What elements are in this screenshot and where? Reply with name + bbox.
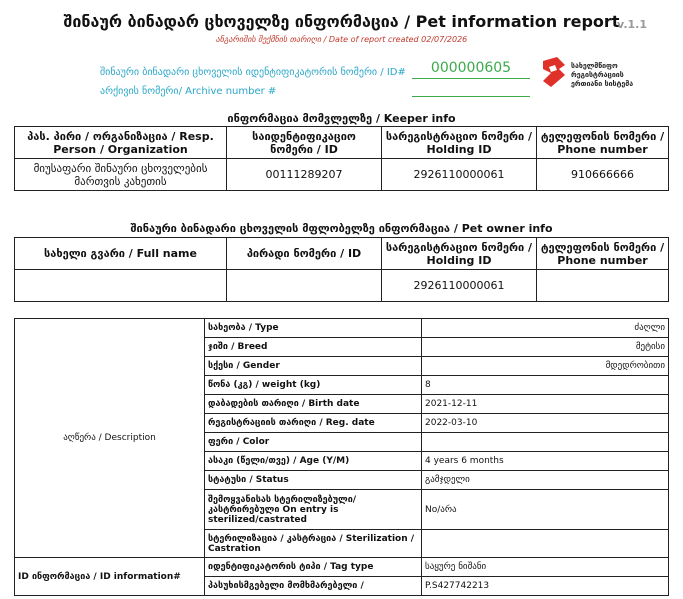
archive-label: არქივის ნომერი/ Archive number # (100, 86, 277, 97)
field-value: 2022-03-10 (422, 414, 669, 433)
field-label: სახეობა / Type (205, 319, 422, 338)
field-value: 8 (422, 376, 669, 395)
field-value: 2021-12-11 (422, 395, 669, 414)
table-cell (15, 270, 227, 302)
field-value (422, 530, 669, 558)
field-value: ძაღლი (422, 319, 669, 338)
table-row (15, 270, 669, 302)
table-cell: მიუსაფარი შინაური ცხოველების მართვის კახეთის (15, 159, 227, 191)
table-header: სახელი გვარი / Full name (15, 238, 227, 270)
table-cell: 2926110000061 (382, 159, 537, 191)
table-header-row (15, 238, 669, 270)
field-value: P.S427742213 (422, 577, 669, 596)
description-table (14, 318, 669, 596)
table-row (15, 319, 669, 338)
table-header: პირადი ნომერი / ID (227, 238, 382, 270)
table-cell: 2926110000061 (382, 270, 537, 302)
table-header-row (15, 127, 669, 159)
field-label: იდენტიფიკატორის ტიპი / Tag type (205, 558, 422, 577)
registry-logo-icon (541, 57, 567, 87)
registry-logo (541, 57, 671, 89)
archive-value (412, 96, 530, 97)
field-label: სტატუსი / Status (205, 471, 422, 490)
field-value: მდედრობითი (422, 357, 669, 376)
field-label: შემოყვანისას სტერილიზებული/კასტრირებული On entry is sterilized/castrated (205, 490, 422, 530)
table-header: ტელეფონის ნომერი / Phone number (537, 127, 669, 159)
field-label: წონა (კგ) / weight (kg) (205, 376, 422, 395)
field-label: ასაკი (წელი/თვე) / Age (Y/M) (205, 452, 422, 471)
version-label: v.1.1 (617, 18, 647, 31)
table-header: საიდენტიფიკაციო ნომერი / ID (227, 127, 382, 159)
logo-line-2: ერთიანი სისტემა (571, 80, 634, 88)
report-date: ანგარიშის შექმნის თარიღი / Date of report created 02/07/2026 (215, 35, 468, 44)
field-value: მეტისი (422, 338, 669, 357)
field-value: No/არა (422, 490, 669, 530)
field-value: გამჯდელი (422, 471, 669, 490)
table-header: ტელეფონის ნომერი / Phone number (537, 238, 669, 270)
table-header: პას. პირი / ორგანიზაცია / Resp. Person / Organization (15, 127, 227, 159)
field-label: პასუხისმგებელი მომხმარებელი / (205, 577, 422, 596)
table-header: სარეგისტრაციო ნომერი / Holding ID (382, 238, 537, 270)
table-row (15, 558, 669, 577)
field-label: რეგისტრაციის თარიღი / Reg. date (205, 414, 422, 433)
table-row (15, 159, 669, 191)
field-label: სქესი / Gender (205, 357, 422, 376)
keeper-table (14, 126, 669, 191)
identifier-label: შინაური ბინადარი ცხოველის იდენტიფიკატორის ნომერი / ID# (100, 67, 406, 78)
table-cell: 00111289207 (227, 159, 382, 191)
id-information-group-label: ID ინფორმაცია / ID information# (15, 558, 205, 596)
description-group-label: აღწერა / Description (15, 319, 205, 558)
field-value (422, 433, 669, 452)
field-label: ჯიში / Breed (205, 338, 422, 357)
table-cell: 910666666 (537, 159, 669, 191)
keeper-section-title: ინფორმაცია მომვლელზე / Keeper info (227, 112, 456, 125)
identifier-value: 000000605 (412, 60, 530, 79)
field-value: საყურე ნიშანი (422, 558, 669, 577)
table-cell (537, 270, 669, 302)
field-label: დაბადების თარიღი / Birth date (205, 395, 422, 414)
field-label: სტერილიზაცია / კასტრაცია / Sterilization / Castration (205, 530, 422, 558)
report-title: შინაურ ბინადარ ცხოველზე ინფორმაცია / Pet information report (63, 12, 620, 31)
table-header: სარეგისტრაციო ნომერი / Holding ID (382, 127, 537, 159)
table-cell (227, 270, 382, 302)
owner-section-title: შინაური ბინადარი ცხოველის მფლობელზე ინფორმაცია / Pet owner info (130, 222, 553, 235)
owner-table (14, 237, 669, 302)
field-value: 4 years 6 months (422, 452, 669, 471)
field-label: ფერი / Color (205, 433, 422, 452)
logo-line-1: სახელმწიფო რეგისტრაციის (571, 62, 624, 79)
